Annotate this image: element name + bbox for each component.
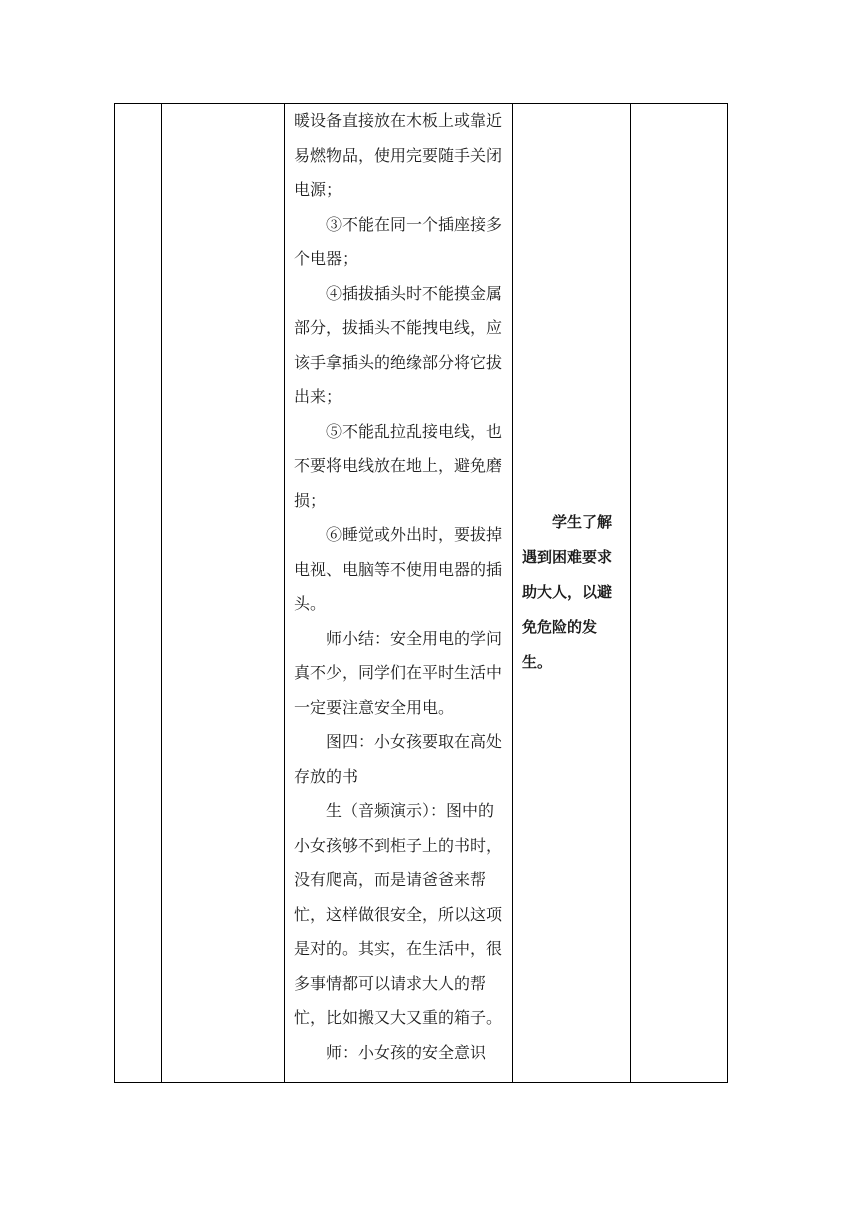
lesson-plan-table (114, 103, 728, 1083)
design-intent-cell (513, 104, 631, 1083)
content-paragraph: ④插拔插头时不能摸金属部分，拔插头不能拽电线，应该手拿插头的绝缘部分将它拔出来； (294, 283, 503, 406)
remarks-cell (631, 104, 728, 1083)
content-paragraph: 暖设备直接放在木板上或靠近易燃物品，使用完要随手关闭电源； (294, 111, 503, 199)
stage-cell (115, 104, 162, 1083)
content-paragraph: 生（音频演示）：图中的小女孩够不到柜子上的书时，没有爬高，而是请爸爸来帮忙，这样做很安全，所以这项是对的。其实，在生活中，很多事情都可以请求大人的帮忙，比如搬又大又重的箱子。 (294, 801, 503, 1027)
content-paragraph: ⑥睡觉或外出时，要拔掉电视、电脑等不使用电器的插头。 (294, 525, 503, 613)
teaching-process-text (285, 104, 512, 1070)
content-paragraph: ③不能在同一个插座接多个电器； (294, 214, 503, 268)
content-paragraph: 师：小女孩的安全意识 (326, 1042, 487, 1062)
objective-cell (162, 104, 285, 1083)
teaching-process-cell (285, 104, 513, 1083)
content-paragraph: ⑤不能乱拉乱接电线，也不要将电线放在地上，避免磨损； (294, 421, 503, 510)
content-paragraph: 图四：小女孩要取在高处存放的书 (294, 732, 503, 786)
content-paragraph: 师小结：安全用电的学问真不少，同学们在平时生活中一定要注意安全用电。 (294, 628, 503, 717)
design-intent-text (513, 505, 630, 680)
design-intent-paragraph: 学生了解遇到困难要求助大人，以避免危险的发生。 (522, 513, 613, 671)
table-row (115, 104, 728, 1083)
